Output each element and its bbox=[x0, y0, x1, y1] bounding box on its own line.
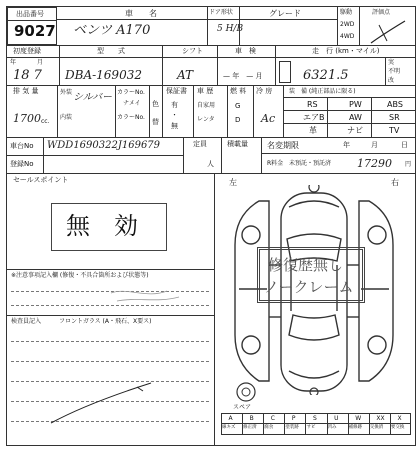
equip-abs: ABS bbox=[387, 100, 403, 109]
mileage-first-digit-box bbox=[279, 61, 291, 83]
warranty-no: 無 bbox=[171, 122, 178, 130]
legend-name: 修正済 bbox=[243, 425, 257, 430]
legend-name: 補修跡 bbox=[348, 425, 363, 430]
recycle-value: 17290 bbox=[357, 157, 392, 170]
color-no-label-2: カラーNo. bbox=[117, 114, 145, 121]
car-name-label: 車 名 bbox=[125, 9, 157, 18]
spare-label: スペア bbox=[233, 404, 252, 411]
chassis-label: 車台No bbox=[10, 142, 34, 150]
load-label: 積載量 bbox=[227, 140, 248, 148]
legend-code: W bbox=[355, 415, 362, 422]
equip-airbag: エアB bbox=[303, 113, 325, 122]
void-stamp-text: 無 効 bbox=[66, 212, 138, 240]
legend-code: X bbox=[397, 415, 402, 422]
notes-scribble bbox=[107, 285, 187, 307]
score-label: 評価点 bbox=[372, 9, 391, 16]
chassis-value: WDD1690322J169679 bbox=[47, 140, 161, 151]
inspector-pen-stroke bbox=[47, 379, 157, 429]
drive-4wd: 4WD bbox=[340, 33, 355, 40]
notes-label: ※注意事項記入欄 (修復・不具合箇所および状態等) bbox=[11, 272, 149, 279]
name-change-year: 年 bbox=[343, 141, 350, 149]
equip-leather: 革 bbox=[309, 126, 317, 135]
no-repair-stamp-line1: 修復歴無し bbox=[268, 256, 344, 274]
legend-code: A bbox=[228, 415, 233, 422]
diagram-right-label: 右 bbox=[391, 178, 399, 187]
shift-value: AT bbox=[177, 68, 194, 82]
mileage-mark-actual: 実 bbox=[388, 59, 395, 66]
color-no-label: カラーNo. bbox=[117, 89, 145, 96]
equip-pw: PW bbox=[349, 100, 362, 109]
fuel-label: 燃 料 bbox=[230, 87, 247, 95]
legend-code: S bbox=[313, 415, 317, 422]
interior-label: 内装 bbox=[60, 114, 73, 121]
exterior-label: 外装 bbox=[60, 89, 73, 96]
legend-code: U bbox=[334, 415, 339, 422]
ac-value: Ac bbox=[261, 112, 276, 125]
legend-code: XX bbox=[376, 415, 385, 422]
lot-box bbox=[7, 7, 57, 45]
legend-code: P bbox=[291, 415, 296, 422]
sales-point-label: セールスポイント bbox=[13, 176, 69, 184]
legend-name: 線キズ bbox=[222, 425, 236, 430]
inspection-value: — 年 — 月 bbox=[223, 72, 263, 80]
legend-name: 腐食 bbox=[264, 425, 274, 430]
recycle-yen: 円 bbox=[405, 161, 412, 168]
mileage-value: 6321.5 bbox=[303, 68, 349, 83]
first-reg-label: 初度登録 bbox=[13, 47, 41, 55]
month-unit: 月 bbox=[37, 59, 44, 66]
mileage-label: 走 行 (km・マイル) bbox=[312, 47, 380, 55]
first-reg-value: 18 7 bbox=[13, 68, 42, 83]
exterior-value: シルバー bbox=[73, 92, 113, 103]
no-repair-stamp-line2: ノークレーム bbox=[264, 278, 354, 296]
equipment-label: 装 備 (純正部品に限る) bbox=[289, 88, 356, 95]
color-no-value: ナメイ bbox=[123, 100, 141, 107]
cc-unit: cc. bbox=[41, 118, 50, 125]
recycle-label: R料金 bbox=[267, 160, 284, 167]
color-change-label: 替 bbox=[152, 118, 159, 126]
model-label: 型 式 bbox=[97, 47, 125, 55]
void-stamp bbox=[51, 203, 167, 251]
inspection-label: 車 検 bbox=[235, 47, 256, 55]
drive-label: 駆動 bbox=[340, 9, 353, 16]
legend-name: サビ bbox=[306, 425, 316, 430]
fuel-diesel: D bbox=[235, 116, 241, 124]
history-label: 車 歴 bbox=[197, 87, 214, 95]
windshield-label: フロントガラス (A・飛石、X要ス) bbox=[59, 318, 152, 325]
capacity-unit: 人 bbox=[207, 160, 214, 168]
name-change-month: 月 bbox=[371, 141, 378, 149]
drive-2wd: 2WD bbox=[340, 21, 355, 28]
score-cross-mark bbox=[365, 19, 411, 45]
model-value: DBA-169032 bbox=[65, 68, 142, 82]
register-label: 登録No bbox=[10, 160, 34, 168]
lot-label: 出品番号 bbox=[16, 10, 44, 18]
name-change-day: 日 bbox=[401, 141, 408, 149]
displacement-label: 排 気 量 bbox=[13, 87, 39, 95]
fuel-gas: G bbox=[235, 102, 241, 110]
shift-label: シフト bbox=[182, 47, 203, 55]
year-unit: 年 bbox=[10, 59, 17, 66]
auction-sheet bbox=[6, 6, 416, 446]
lot-number: 9027 bbox=[14, 22, 56, 40]
equip-rs: RS bbox=[307, 100, 318, 109]
grade-label: グレード bbox=[269, 9, 301, 18]
history-private: 自家用 bbox=[197, 102, 216, 109]
warranty-dot: ・ bbox=[171, 111, 178, 119]
mileage-mark-altered: 改 bbox=[388, 77, 395, 84]
spare-tire-icon bbox=[235, 381, 257, 403]
equip-aw: AW bbox=[349, 113, 362, 122]
no-repair-stamp bbox=[257, 247, 365, 303]
legend-code: C bbox=[270, 415, 275, 422]
color-word: 色 bbox=[152, 100, 159, 108]
door-label: ドア形状 bbox=[209, 9, 233, 16]
diagram-left-label: 左 bbox=[229, 178, 237, 187]
equip-sr: SR bbox=[389, 113, 400, 122]
equip-tv: TV bbox=[389, 126, 400, 135]
legend-name: 塗装跡 bbox=[285, 425, 299, 430]
equip-navi: ナビ bbox=[347, 126, 363, 135]
capacity-label: 定員 bbox=[193, 140, 207, 148]
car-name-value: ベンツ A170 bbox=[73, 23, 151, 38]
displacement-value: 1700 bbox=[13, 112, 41, 125]
legend-name: 交換済 bbox=[369, 425, 384, 430]
legend-name: 凹み bbox=[327, 425, 337, 430]
warranty-label: 保証書 bbox=[166, 87, 187, 95]
mileage-mark-unknown: 不明 bbox=[388, 68, 401, 75]
legend-code: B bbox=[249, 415, 254, 422]
history-rental: レンタ bbox=[197, 116, 215, 123]
legend-name: 要交換 bbox=[390, 425, 405, 430]
warranty-yes: 有 bbox=[171, 101, 178, 109]
recycle-options: 未預託・預託済 bbox=[289, 160, 332, 167]
inspector-label: 検査員記入 bbox=[11, 318, 42, 325]
door-value: 5 H/B bbox=[217, 24, 244, 34]
name-change-label: 名変期限 bbox=[267, 141, 299, 150]
ac-label: 冷 房 bbox=[256, 87, 273, 95]
